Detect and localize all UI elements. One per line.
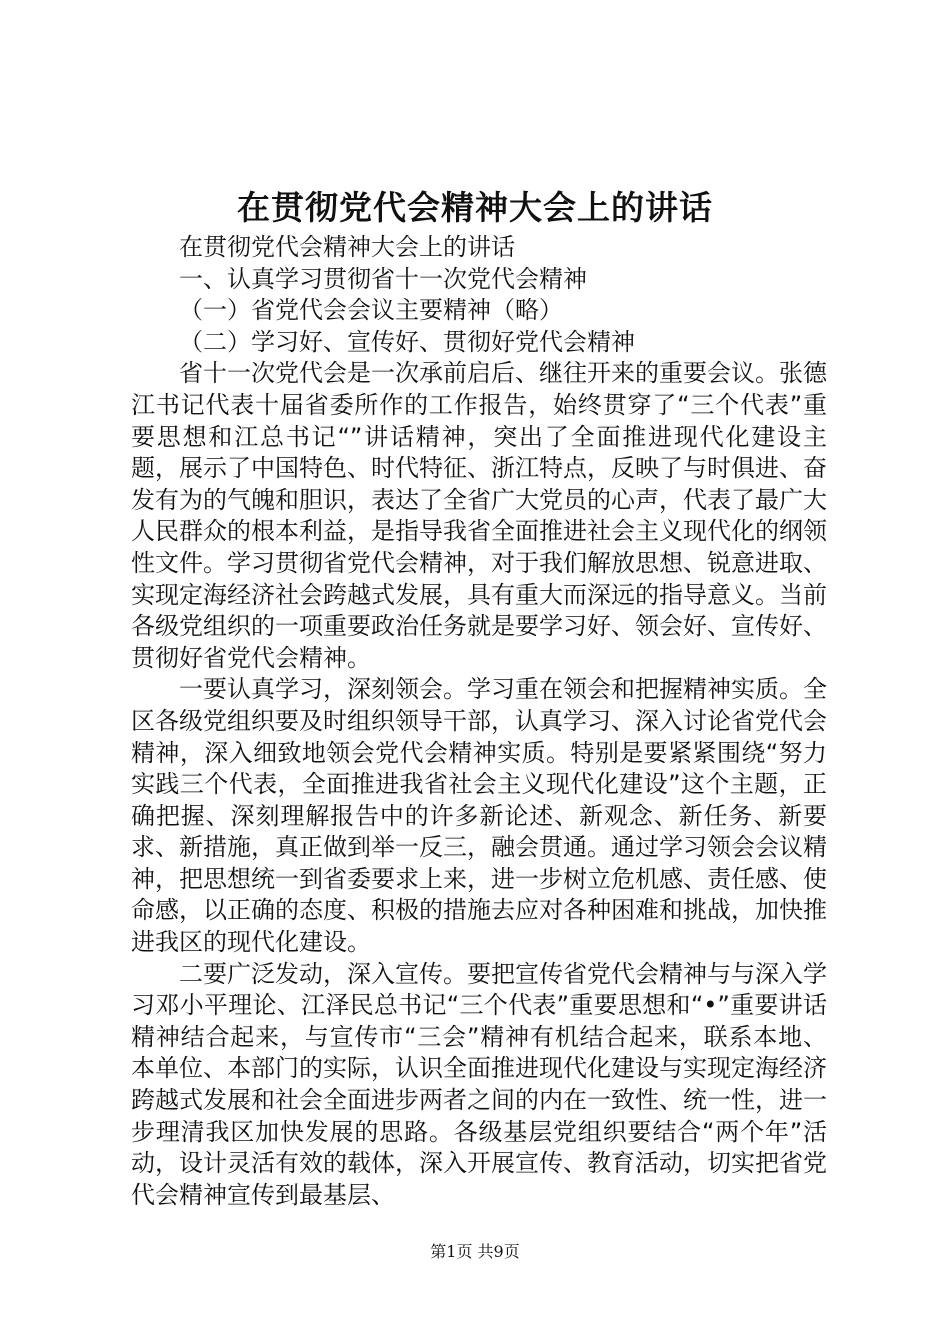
- document-title: 在贯彻党代会精神大会上的讲话: [237, 188, 713, 227]
- page-number-footer: 第1页 共9页: [430, 1242, 520, 1261]
- subsection-heading-2: （二）学习好、宣传好、贯彻好党代会精神: [179, 327, 635, 356]
- body-paragraph: 省十一次党代会是一次承前启后、继往开来的重要会议。张德江书记代表十届省委所作的工作报告，始终贯穿了“三个代表”重要思想和江总书记“”讲话精神，突出了全面推进现代化建设主题，展示了中国特色、时代特征、浙江特点，反映了与时俱进、奋发有为的气魄和胆识，表达了全省广大党员的心声，代表了最广大人民群众的根本利益，是指导我省全面推进社会主义现代化的纲领性文件。学习贯彻省党代会精神，对于我们解放思想、锐意进取、实现定海经济社会跨越式发展，具有重大而深远的指导意义。当前各级党组织的一项重要政治任务就是要学习好、领会好、宣传好、贯彻好省党代会精神。: [131, 359, 827, 672]
- subsection-heading-1: （一）省党代会会议主要精神（略）: [179, 296, 563, 325]
- body-paragraph: 一要认真学习，深刻领会。学习重在领会和把握精神实质。全区各级党组织要及时组织领导干部，认真学习、深入讨论省党代会精神，深入细致地领会党代会精神实质。特别是要紧紧围绕“努力实践三个代表，全面推进我省社会主义现代化建设”这个主题，正确把握、深刻理解报告中的许多新论述、新观念、新任务、新要求、新措施，真正做到举一反三，融会贯通。通过学习领会会议精神，把思想统一到省委要求上来，进一步树立危机感、责任感、使命感，以正确的态度、积极的措施去应对各种困难和挑战，加快推进我区的现代化建设。: [131, 675, 827, 957]
- body-paragraph: 二要广泛发动，深入宣传。要把宣传省党代会精神与与深入学习邓小平理论、江泽民总书记“三个代表”重要思想和“•”重要讲话精神结合起来，与宣传市“三会”精神有机结合起来，联系本地、本单位、本部门的实际，认识全面推进现代化建设与实现定海经济跨越式发展和社会全面进步两者之间的内在一致性、统一性，进一步理清我区加快发展的思路。各级基层党组织要结合“两个年”活动，设计灵活有效的载体，深入开展宣传、教育活动，切实把省党代会精神宣传到最基层、: [131, 959, 827, 1209]
- subtitle-paragraph: 在贯彻党代会精神大会上的讲话: [179, 233, 515, 261]
- section-heading: 一、认真学习贯彻省十一次党代会精神: [179, 264, 587, 293]
- document-body: [131, 232, 827, 1211]
